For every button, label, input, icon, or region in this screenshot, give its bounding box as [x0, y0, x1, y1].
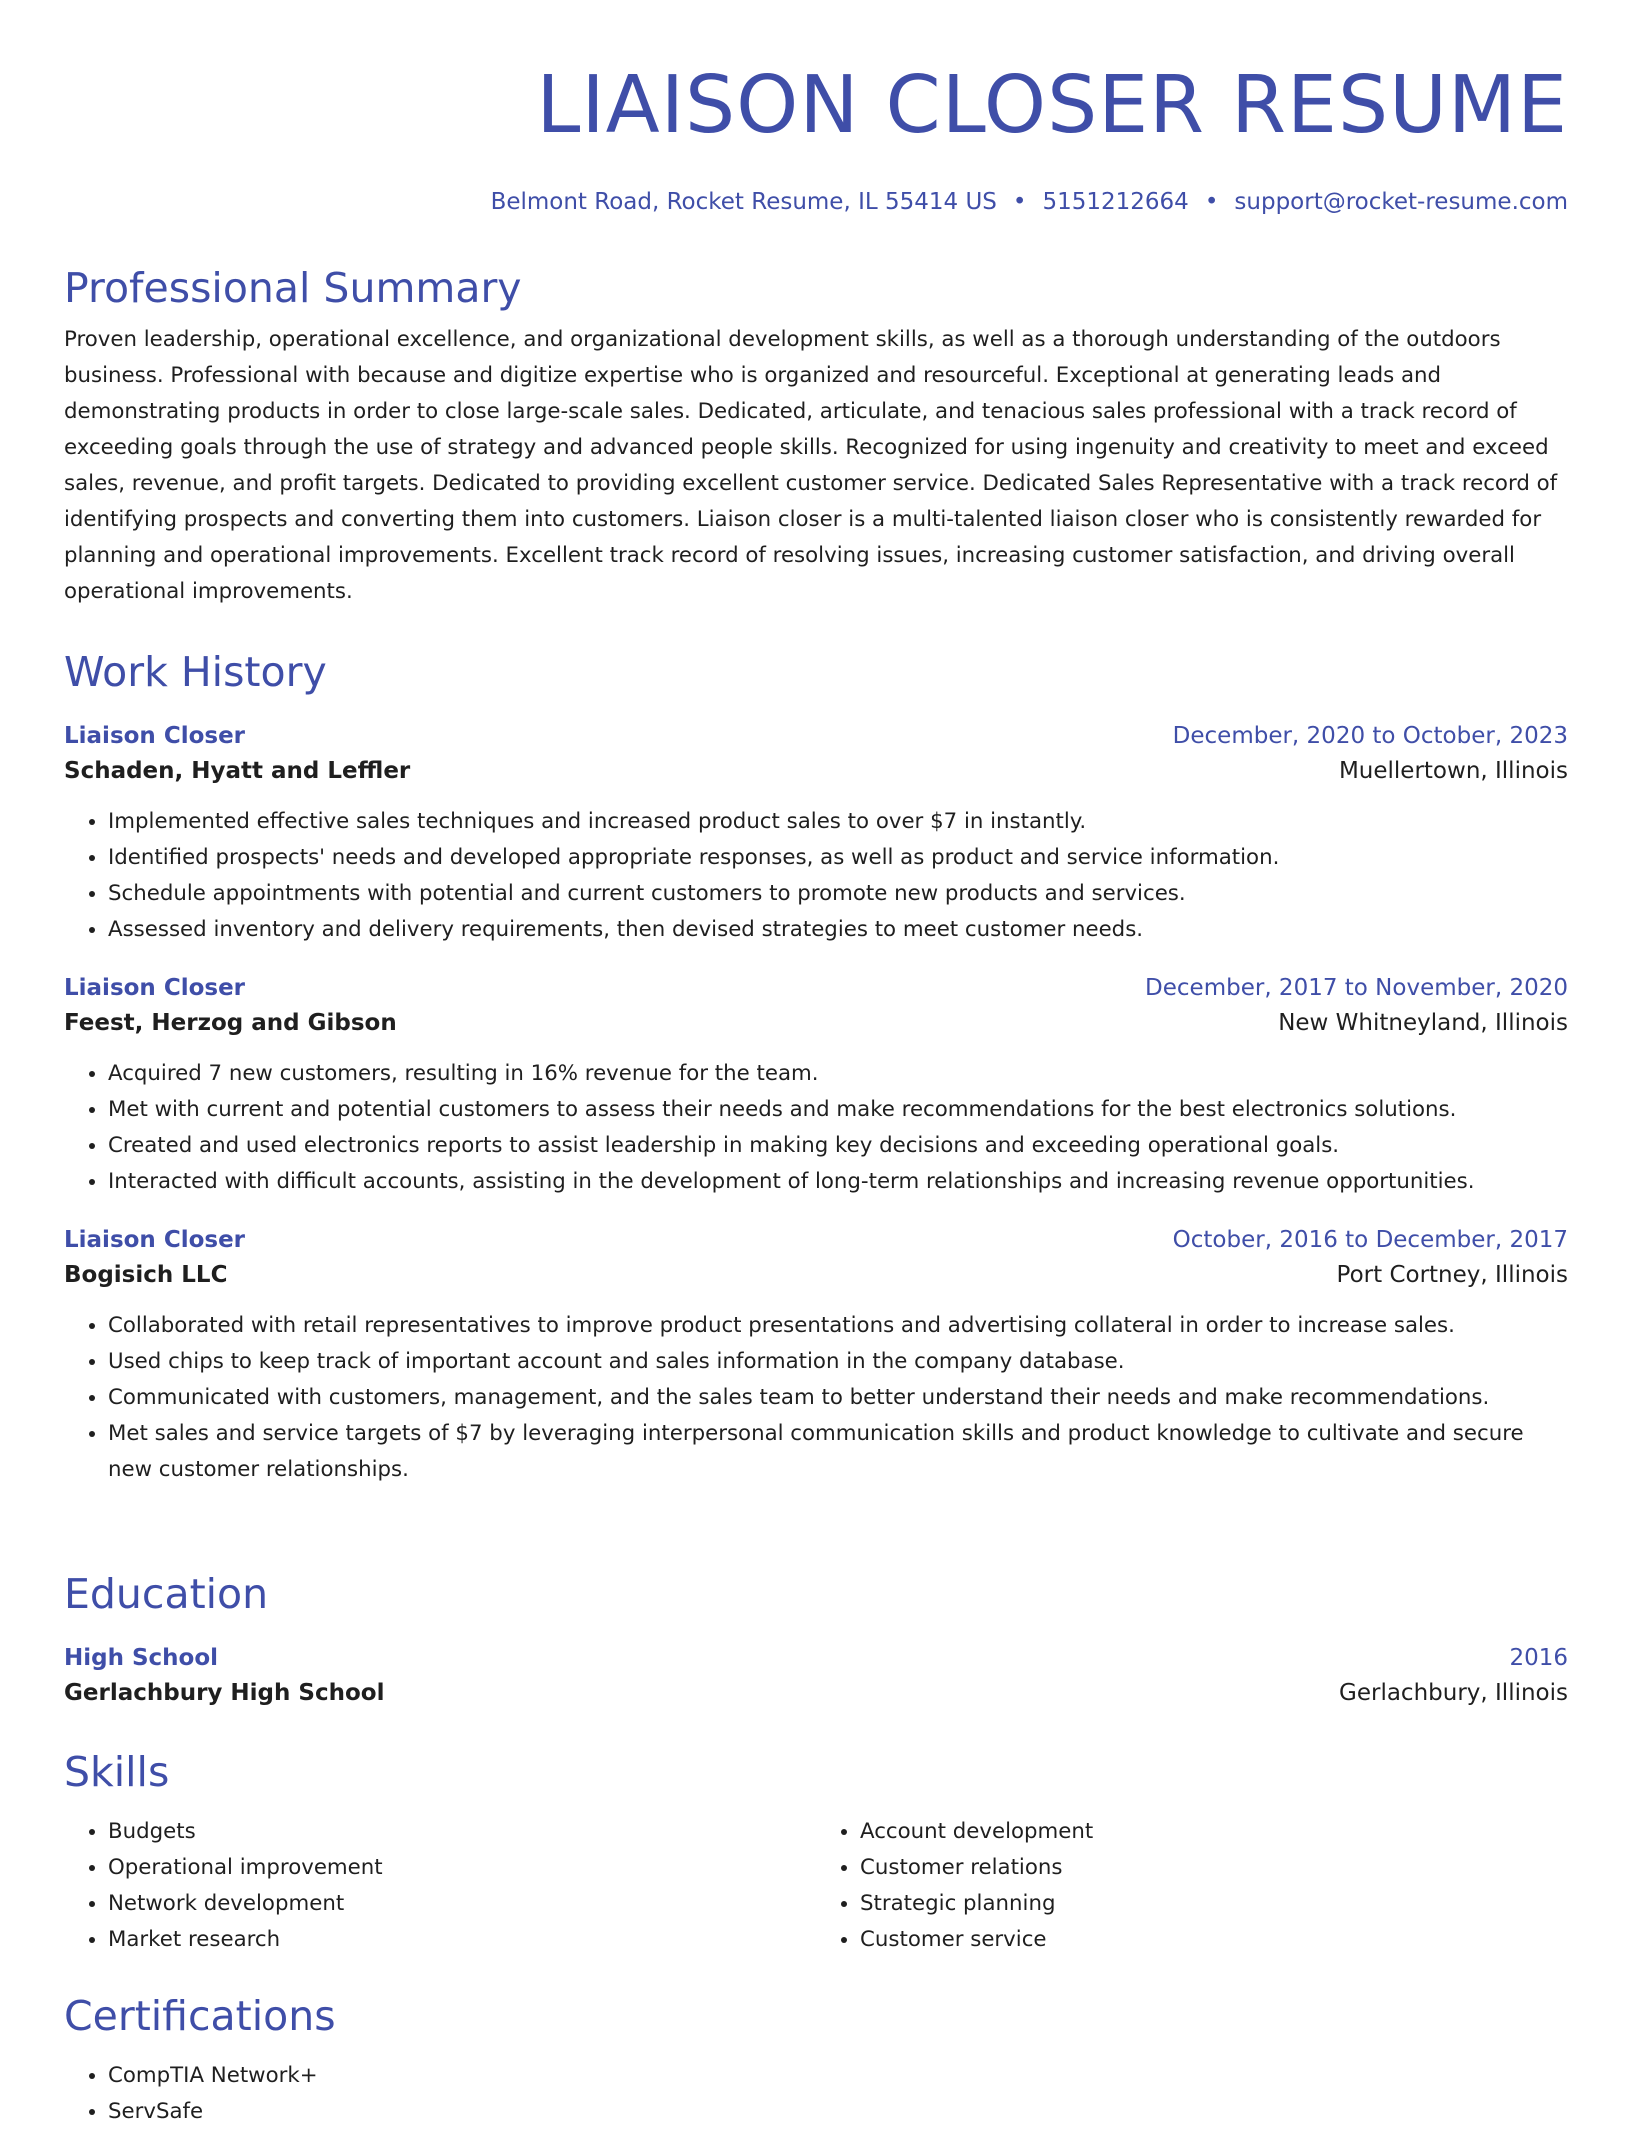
skill-item: • Network development [108, 1886, 816, 1922]
job-bullet: • Interacted with difficult accounts, assisting in the development of long-term relationships and increasing revenue opportunities. [108, 1164, 1568, 1200]
job-location: New Whitneyland, Illinois [1278, 1010, 1568, 1036]
contact-phone[interactable]: 5151212664 [1042, 189, 1189, 215]
job-bullets [64, 1308, 1568, 1488]
skill-item: • Budgets [108, 1814, 816, 1850]
job-role: Liaison Closer [64, 723, 246, 749]
job-role: Liaison Closer [64, 1227, 246, 1253]
skill-item: • Market research [108, 1922, 816, 1958]
job-bullet: • Identified prospects' needs and developed appropriate responses, as well as product and service information. [108, 840, 1568, 876]
certification-item: • CompTIA Network+ [108, 2058, 1568, 2094]
job-dates: December, 2017 to November, 2020 [1145, 975, 1568, 1001]
job-dates: October, 2016 to December, 2017 [1172, 1227, 1568, 1253]
certifications-section [64, 1990, 1568, 2130]
resume-title: LIAISON CLOSER RESUME [536, 59, 1568, 151]
job-company: Bogisich LLC [64, 1262, 228, 1288]
certifications-list [64, 2058, 1568, 2130]
education-school: Gerlachbury High School [64, 1680, 385, 1706]
skill-item: • Account development [860, 1814, 1568, 1850]
skill-item: • Customer relations [860, 1850, 1568, 1886]
contact-address: Belmont Road, Rocket Resume, IL 55414 US [490, 189, 997, 215]
summary-section [64, 262, 1568, 610]
summary-text: Proven leadership, operational excellence, and organizational development skills, as well as a thorough understanding of the outdoors business. Professional with because and digitize expertise who is organized and resourceful. Exceptional at generating leads and demonstrating products in order to close large-scale sales. Dedicated, articulate, and tenacious sales professional with a track record of exceeding goals through the use of strategy and advanced people skills. Recognized for using ingenuity and creativity to meet and exceed sales, revenue, and profit targets. Dedicated to providing excellent customer service. Dedicated Sales Representative with a track record of identifying prospects and converting them into customers. Liaison closer is a multi-talented liaison closer who is consistently rewarded for planning and operational improvements. Excellent track record of resolving issues, increasing customer satisfaction, and driving overall operational improvements. [64, 327, 1558, 604]
section-title-certifications: Certifications [64, 1992, 336, 2040]
job-bullet: • Implemented effective sales techniques and increased product sales to over $7 in instantly. [108, 804, 1568, 840]
contact-separator: • [1204, 189, 1219, 215]
job-location: Port Cortney, Illinois [1336, 1262, 1568, 1288]
job-bullet: • Acquired 7 new customers, resulting in 16% revenue for the team. [108, 1056, 1568, 1092]
job-bullet: • Schedule appointments with potential and current customers to promote new products and services. [108, 876, 1568, 912]
skill-item: • Operational improvement [108, 1850, 816, 1886]
job-role: Liaison Closer [64, 975, 246, 1001]
section-title-education: Education [64, 1570, 269, 1618]
section-title-work-history: Work History [64, 648, 327, 696]
skills-list-left [64, 1814, 816, 1958]
section-title-skills: Skills [64, 1748, 170, 1796]
job-bullet: • Collaborated with retail representatives to improve product presentations and advertising collateral in order to increase sales. [108, 1308, 1568, 1344]
education-year: 2016 [1509, 1645, 1568, 1671]
section-title-summary: Professional Summary [64, 264, 522, 312]
skill-item: • Strategic planning [860, 1886, 1568, 1922]
job-bullet: • Created and used electronics reports to assist leadership in making key decisions and exceeding operational goals. [108, 1128, 1568, 1164]
job-entry [64, 972, 1568, 1200]
skills-section [64, 1746, 1568, 1958]
education-entry [64, 1642, 1568, 1712]
contact-separator: • [1012, 189, 1027, 215]
job-bullet: • Met sales and service targets of $7 by leveraging interpersonal communication skills and product knowledge to cultivate and secure new customer relationships. [108, 1416, 1568, 1488]
job-bullet: • Assessed inventory and delivery requirements, then devised strategies to meet customer needs. [108, 912, 1568, 948]
job-bullets [64, 804, 1568, 948]
work-history-section [64, 646, 1568, 1488]
education-section [64, 1568, 1568, 1712]
education-degree: High School [64, 1645, 219, 1671]
job-bullets [64, 1056, 1568, 1200]
education-location: Gerlachbury, Illinois [1339, 1680, 1568, 1706]
job-bullet: • Used chips to keep track of important account and sales information in the company database. [108, 1344, 1568, 1380]
job-company: Schaden, Hyatt and Leffler [64, 758, 411, 784]
job-bullet: • Communicated with customers, management, and the sales team to better understand their needs and make recommendations. [108, 1380, 1568, 1416]
contact-line [64, 186, 1568, 218]
contact-email[interactable]: support@rocket-resume.com [1234, 189, 1568, 215]
certification-item: • ServSafe [108, 2094, 1568, 2130]
skills-list-right [816, 1814, 1568, 1958]
job-location: Muellertown, Illinois [1338, 758, 1568, 784]
skill-item: • Customer service [860, 1922, 1568, 1958]
job-company: Feest, Herzog and Gibson [64, 1010, 397, 1036]
job-entry [64, 720, 1568, 948]
skills-columns [64, 1814, 1568, 1958]
job-entry [64, 1224, 1568, 1488]
job-bullet: • Met with current and potential customers to assess their needs and make recommendations for the best electronics solutions. [108, 1092, 1568, 1128]
job-dates: December, 2020 to October, 2023 [1172, 723, 1568, 749]
